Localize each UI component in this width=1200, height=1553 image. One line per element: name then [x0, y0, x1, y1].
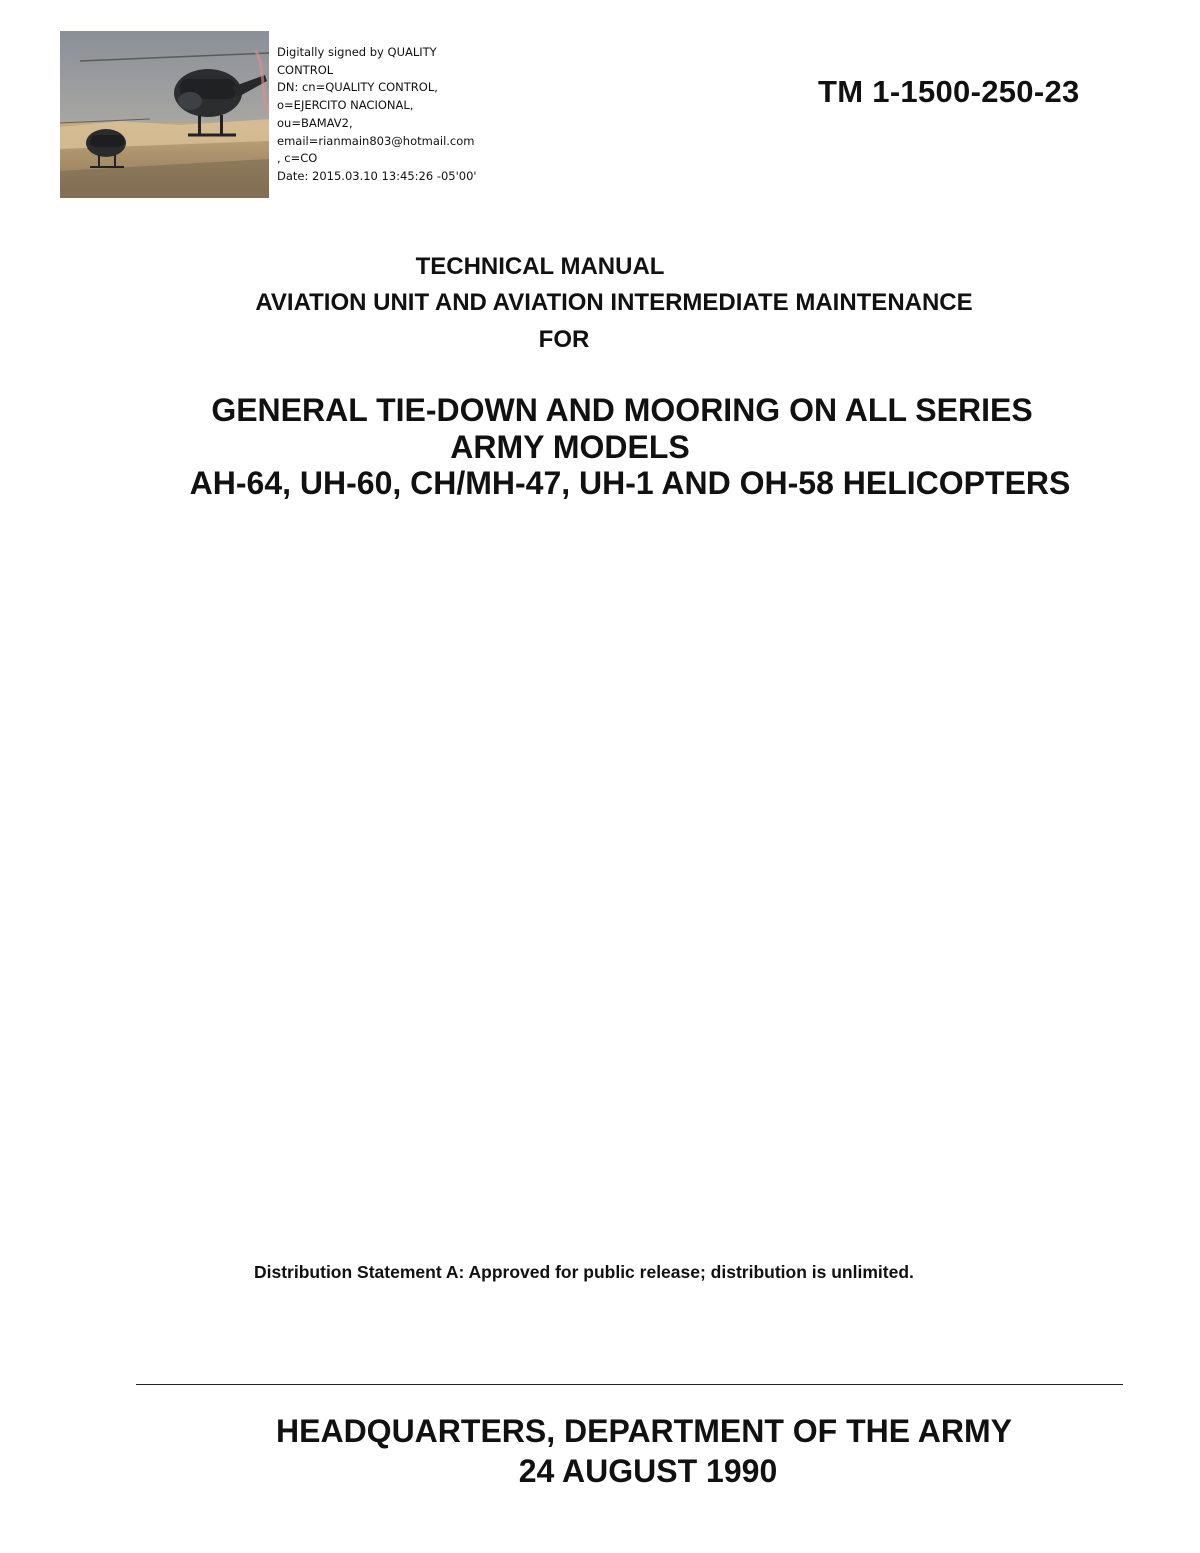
document-title-line-3: AH-64, UH-60, CH/MH-47, UH-1 AND OH-58 HELICOPTERS: [189, 465, 1071, 501]
helicopter-photo-image: [60, 31, 269, 198]
signature-line: Digitally signed by QUALITY: [277, 45, 437, 59]
digital-signature-block: [277, 44, 517, 186]
signature-line: Date: 2015.03.10 13:45:26 -05'00': [277, 168, 477, 183]
signature-line: email=rianmain803@hotmail.com: [277, 133, 475, 148]
signature-line: ou=BAMAV2,: [277, 115, 353, 130]
signature-photo-helicopters: [60, 31, 269, 198]
distribution-statement: Distribution Statement A: Approved for public release; distribution is unlimited.: [254, 1262, 914, 1282]
document-title-line-1: GENERAL TIE-DOWN AND MOORING ON ALL SERIES: [211, 392, 1033, 428]
horizontal-divider: [136, 1384, 1123, 1385]
tm-number: TM 1-1500-250-23: [818, 74, 1080, 109]
manual-type-heading: TECHNICAL MANUAL: [415, 253, 665, 280]
signature-line: CONTROL: [277, 62, 334, 77]
signature-line: , c=CO: [277, 151, 318, 166]
document-title-line-2: ARMY MODELS: [450, 429, 690, 465]
maintenance-level-heading: AVIATION UNIT AND AVIATION INTERMEDIATE MAINTENANCE: [255, 289, 973, 316]
signature-line: DN: cn=QUALITY CONTROL,: [277, 80, 438, 95]
publication-date: 24 AUGUST 1990: [518, 1453, 778, 1489]
headquarters-line: HEADQUARTERS, DEPARTMENT OF THE ARMY: [276, 1413, 1012, 1449]
for-heading: FOR: [538, 326, 590, 353]
signature-line: o=EJERCITO NACIONAL,: [277, 98, 414, 113]
